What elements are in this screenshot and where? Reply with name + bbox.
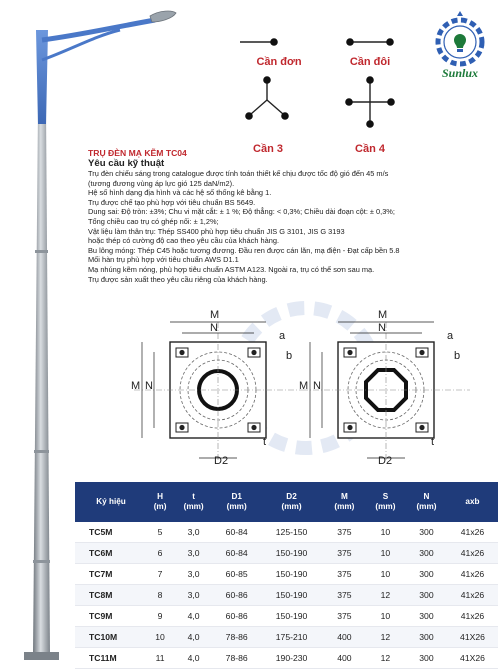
- table-cell: 11: [147, 648, 173, 669]
- triple-arm-icon: [245, 76, 289, 120]
- table-row: [75, 648, 498, 669]
- dim-label-a: a: [447, 330, 454, 342]
- table-cell: 10: [365, 606, 406, 627]
- table-cell: 12: [365, 648, 406, 669]
- table-cell: 175-210: [259, 627, 324, 648]
- spec-subtitle: Yêu cầu kỹ thuật: [88, 158, 165, 169]
- spec-line: hoặc thép có cường độ cao theo yêu cầu của khách hàng.: [88, 236, 279, 246]
- dim-label-t: t: [263, 436, 267, 448]
- table-cell: 41x26: [447, 564, 498, 585]
- table-cell: 78-86: [214, 648, 259, 669]
- dim-label-m: M: [378, 309, 388, 321]
- table-cell: 10: [365, 564, 406, 585]
- double-arm-icon: [346, 38, 394, 46]
- technical-spec: [88, 148, 488, 284]
- row-code-cell: TC11M: [75, 648, 147, 669]
- table-cell: 60-86: [214, 606, 259, 627]
- arm-label-double: Cần đôi: [349, 56, 391, 68]
- table-cell: 41X26: [447, 627, 498, 648]
- table-cell: 6: [147, 543, 173, 564]
- table-cell: 4,0: [173, 627, 214, 648]
- table-cell: 60-84: [214, 543, 259, 564]
- table-cell: 9: [147, 606, 173, 627]
- sunlux-logo: [427, 10, 493, 102]
- logo-text: Sunlux: [441, 66, 479, 80]
- table-cell: 3,0: [173, 585, 214, 606]
- spec-line: Tổng chiều cao trụ có ghép nối: ± 1,2%;: [88, 216, 219, 226]
- table-cell: 78-86: [214, 627, 259, 648]
- row-code-cell: TC9M: [75, 606, 147, 627]
- dim-label-b: b: [286, 350, 293, 362]
- table-cell: 375: [324, 606, 365, 627]
- table-row: [75, 564, 498, 585]
- dim-label-m: M: [210, 309, 220, 321]
- dim-label-n: N: [145, 380, 153, 392]
- table-cell: 41x26: [447, 585, 498, 606]
- spec-line: Bu lông móng: Thép C45 hoặc tương đương. Đầu ren được cán lăn, mạ điện - Đạt cấp bền 5.8: [88, 245, 400, 255]
- table-cell: 60-86: [214, 585, 259, 606]
- table-cell: 10: [365, 543, 406, 564]
- spec-line: Mối hàn trụ phù hợp với tiêu chuẩn AWS D1.1: [88, 255, 239, 265]
- quad-arm-icon: [345, 76, 395, 128]
- dim-label-t: t: [431, 436, 435, 448]
- arm-sleeve: [36, 30, 48, 124]
- spec-line: Trụ đèn chiếu sáng trong catalogue được tính toán thiết kế chịu được tốc độ gió đến 45 m/s: [88, 169, 389, 178]
- table-cell: 375: [324, 522, 365, 543]
- table-cell: 60-84: [214, 522, 259, 543]
- single-arm-icon: [240, 38, 278, 46]
- table-row: [75, 543, 498, 564]
- table-cell: 8: [147, 585, 173, 606]
- table-cell: 60-85: [214, 564, 259, 585]
- dim-label-n: N: [313, 380, 321, 392]
- table-cell: 150-190: [259, 543, 324, 564]
- table-cell: 300: [406, 648, 447, 669]
- row-code-cell: TC8M: [75, 585, 147, 606]
- table-cell: 41x26: [447, 543, 498, 564]
- column-header: M (mm): [324, 482, 365, 522]
- dim-label-b: b: [454, 350, 461, 362]
- table-cell: 300: [406, 585, 447, 606]
- column-header: t (mm): [173, 482, 214, 522]
- spec-line: Hệ số hình dạng địa hình và các hệ số thống kê bằng 1.: [88, 188, 272, 198]
- table-cell: 41x26: [447, 606, 498, 627]
- product-title: TRỤ ĐÈN MẠ KẼM TC04: [88, 148, 187, 158]
- dim-label-n: N: [378, 322, 386, 334]
- table-cell: 12: [365, 627, 406, 648]
- column-header: D1 (mm): [214, 482, 259, 522]
- gear-bulb-icon: [427, 10, 493, 70]
- table-cell: 125-150: [259, 522, 324, 543]
- table-cell: 400: [324, 627, 365, 648]
- column-header: axb: [447, 482, 498, 522]
- table-cell: 300: [406, 606, 447, 627]
- column-header: D2 (mm): [259, 482, 324, 522]
- table-cell: 3,0: [173, 564, 214, 585]
- column-header: H (m): [147, 482, 173, 522]
- arm-label-single: Cần đơn: [256, 56, 302, 68]
- base-plate-drawings: [120, 300, 500, 475]
- row-code-cell: TC7M: [75, 564, 147, 585]
- table-cell: 3,0: [173, 522, 214, 543]
- dim-label-d2: D2: [378, 455, 393, 467]
- spec-line: Dung sai: Độ tròn: ±3%; Chu vi mặt cắt: ± 1 %; Độ thẳng: < 0,3%; Chiều dài đoạn cột: ± 0,3%;: [88, 207, 395, 217]
- table-cell: 3,0: [173, 543, 214, 564]
- table-cell: 150-190: [259, 585, 324, 606]
- pole-joint: [33, 560, 50, 563]
- pole-shaft: [33, 108, 50, 655]
- pole-joint: [34, 450, 49, 453]
- dim-label-m: M: [131, 380, 141, 392]
- table-cell: 400: [324, 648, 365, 669]
- table-cell: 150-190: [259, 606, 324, 627]
- table-row: [75, 522, 498, 543]
- spec-line: Trụ được sản xuất theo yêu cầu riêng của khách hàng.: [88, 274, 268, 284]
- dim-label-n: N: [210, 322, 218, 334]
- arm-label-quad: Cần 4: [355, 143, 385, 155]
- dim-label-a: a: [279, 330, 286, 342]
- arm-label-triple: Cần 3: [253, 143, 283, 155]
- table-row: [75, 627, 498, 648]
- table-header-row: [75, 482, 498, 522]
- table-cell: 4,0: [173, 648, 214, 669]
- dim-label-m: M: [299, 380, 309, 392]
- table-cell: 12: [365, 585, 406, 606]
- table-cell: 190-230: [259, 648, 324, 669]
- pole-joint: [35, 250, 48, 253]
- table-cell: 375: [324, 585, 365, 606]
- table-cell: 4,0: [173, 606, 214, 627]
- spec-line: (tương đương vùng áp lực gió 125 daN/m2).: [88, 178, 235, 188]
- table-cell: 41x26: [447, 522, 498, 543]
- table-cell: 5: [147, 522, 173, 543]
- table-cell: 300: [406, 522, 447, 543]
- spec-line: Vật liệu làm thân trụ: Thép SS400 phù hợp tiêu chuẩn JIS G 3101, JIS G 3193: [88, 226, 345, 236]
- table-cell: 300: [406, 564, 447, 585]
- column-header: Ký hiệu: [75, 482, 147, 522]
- spec-line: Mạ nhúng kẽm nóng, phù hợp tiêu chuẩn ASTM A123. Ngoài ra, trụ có thể sơn sau mạ.: [88, 264, 375, 274]
- column-header: S (mm): [365, 482, 406, 522]
- spec-line: Trụ được chế tạo phù hợp với tiêu chuẩn BS 5649.: [88, 197, 256, 207]
- row-code-cell: TC6M: [75, 543, 147, 564]
- table-cell: 41X26: [447, 648, 498, 669]
- table-row: [75, 585, 498, 606]
- table-cell: 10: [365, 522, 406, 543]
- dim-label-d2: D2: [214, 455, 229, 467]
- row-code-cell: TC5M: [75, 522, 147, 543]
- table-row: [75, 606, 498, 627]
- table-cell: 150-190: [259, 564, 324, 585]
- table-cell: 10: [147, 627, 173, 648]
- table-cell: 300: [406, 627, 447, 648]
- lamp-head: [150, 11, 176, 22]
- pole-base-plate: [24, 652, 59, 660]
- table-cell: 300: [406, 543, 447, 564]
- table-cell: 375: [324, 564, 365, 585]
- table-cell: 7: [147, 564, 173, 585]
- column-header: N (mm): [406, 482, 447, 522]
- row-code-cell: TC10M: [75, 627, 147, 648]
- table-cell: 375: [324, 543, 365, 564]
- specifications-table: [75, 482, 498, 669]
